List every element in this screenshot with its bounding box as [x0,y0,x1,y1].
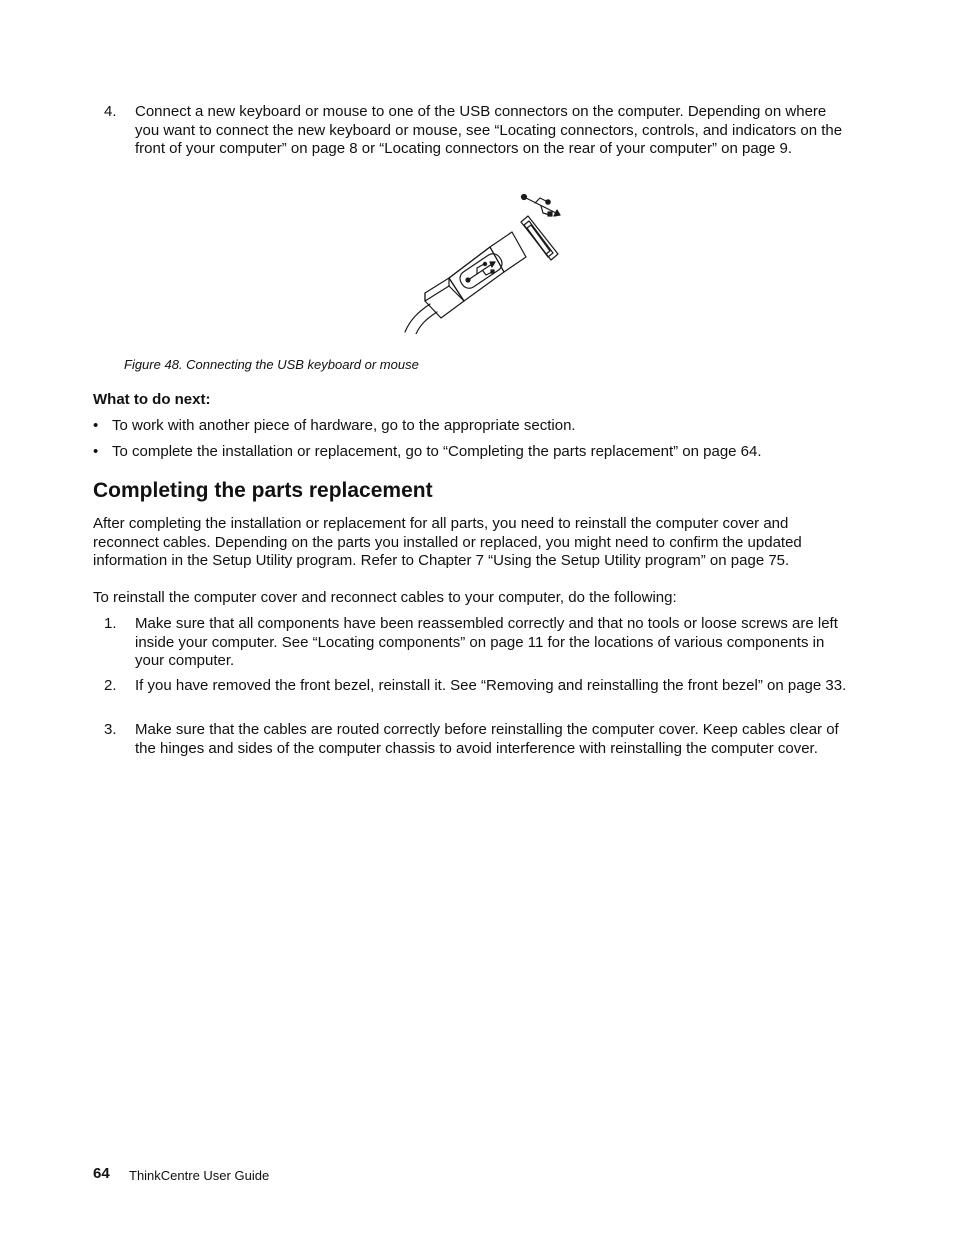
footer-title: ThinkCentre User Guide [129,1168,270,1183]
step-number: 4. [104,103,117,120]
section-heading: Completing the parts replacement [93,479,433,502]
what-to-do-next-heading: What to do next: [93,391,211,408]
step-number: 3. [104,721,117,738]
usb-symbol-icon [522,195,561,217]
usb-connection-figure [400,184,570,334]
list-item [93,443,853,462]
bullet-icon: • [93,443,99,460]
list-item-text: To work with another piece of hardware, go to the appropriate section. [112,417,576,434]
step-text: Connect a new keyboard or mouse to one of the USB connectors on the computer. Depending on where you want to connect the new keyboard or mouse, see “Locating connectors, controls, and indicators on the front of your computer” on page 8 or “Locating connectors on the rear of your computer” on page 9. [135,103,843,157]
paragraph: To reinstall the computer cover and reconnect cables to your computer, do the following: [93,589,677,606]
step-text: Make sure that all components have been reassembled correctly and that no tools or loose screws are left inside your computer. See “Locating components” on page 11 for the locations of various components in your computer. [135,615,838,669]
figure-caption: Figure 48. Connecting the USB keyboard or mouse [124,357,419,372]
usb-port-icon [521,216,558,260]
step-1 [104,615,849,671]
step-3 [104,721,849,758]
list-item-text: To complete the installation or replacement, go to “Completing the parts replacement” on page 64. [112,443,762,460]
paragraph: After completing the installation or replacement for all parts, you need to reinstall the computer cover and reconnect cables. Depending on the parts you installed or replaced, you might need to confirm the updated information in the Setup Utility program. Refer to Chapter 7 “Using the Setup Utility program” on page 75. [93,515,802,569]
usb-plug-icon [405,232,526,334]
step-text: If you have removed the front bezel, reinstall it. See “Removing and reinstalling the front bezel” on page 33. [135,677,847,694]
step-text: Make sure that the cables are routed correctly before reinstalling the computer cover. Keep cables clear of the hinges and sides of the computer chassis to avoid interference with reinstalling the computer cover. [135,721,839,757]
list-item [93,417,853,436]
page-number: 64 [93,1165,110,1182]
step-2 [104,677,849,696]
step-number: 2. [104,677,117,694]
step-4 [104,103,849,159]
step-number: 1. [104,615,117,632]
bullet-icon: • [93,417,99,434]
